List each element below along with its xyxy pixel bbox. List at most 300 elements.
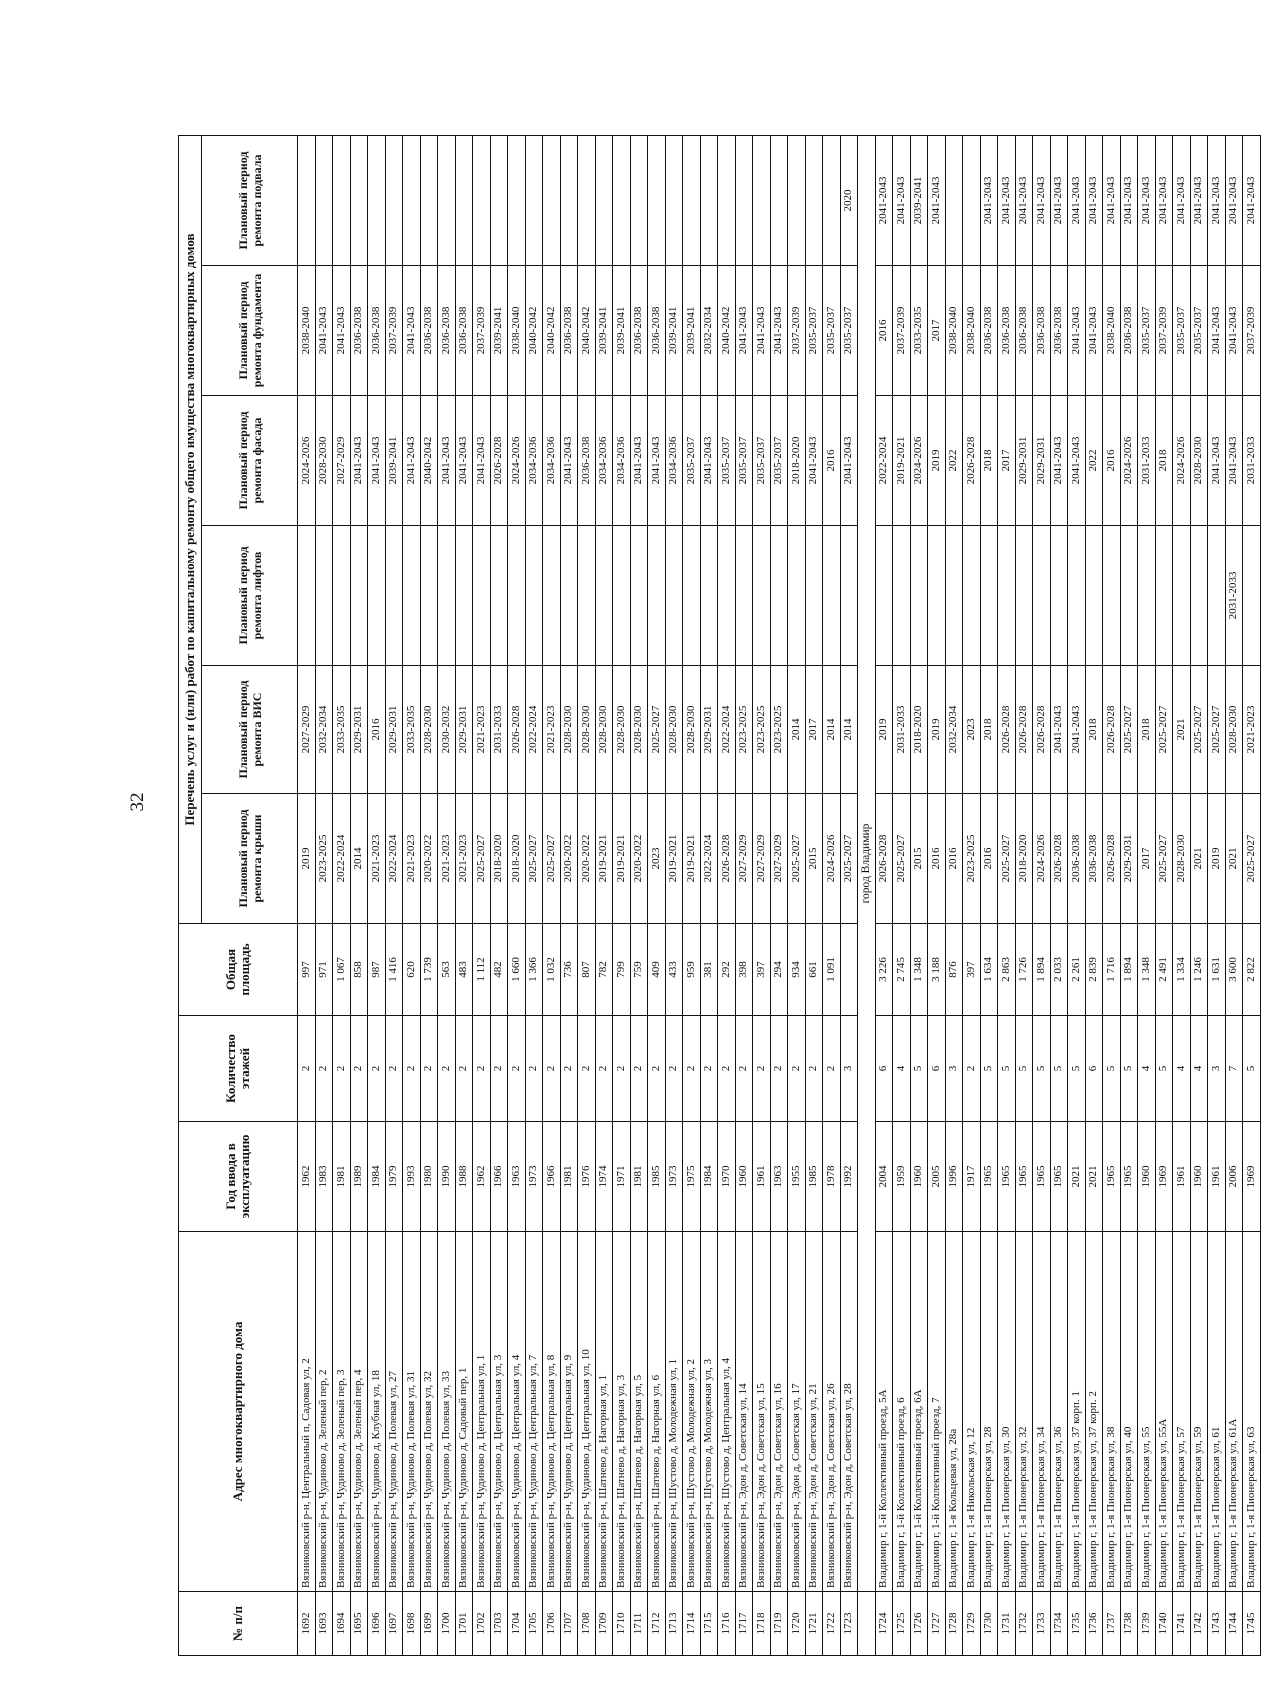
row-facade-period: 2039-2041 (385, 396, 403, 526)
row-area: 1 348 (910, 924, 928, 1016)
row-vis-period: 2026-2028 (1015, 666, 1033, 794)
row-floors: 2 (368, 1016, 386, 1122)
row-year: 1983 (315, 1122, 333, 1232)
row-lift-period (875, 526, 893, 666)
row-floors: 5 (1120, 1016, 1138, 1122)
row-vis-period: 2028-2030 (1225, 666, 1243, 794)
row-basement-period: 2041-2043 (1190, 136, 1208, 266)
row-number: 1720 (788, 1592, 806, 1656)
row-number: 1707 (560, 1592, 578, 1656)
row-year: 1962 (298, 1122, 316, 1232)
row-roof-period: 2028-2030 (1173, 794, 1191, 924)
row-roof-period: 2025-2027 (893, 794, 911, 924)
row-basement-period (368, 136, 386, 266)
row-floors: 4 (1190, 1016, 1208, 1122)
row-area: 563 (438, 924, 456, 1016)
row-facade-period: 2022-2024 (875, 396, 893, 526)
row-basement-period (630, 136, 648, 266)
row-foundation-period: 2038-2040 (1103, 266, 1121, 396)
table-row (1138, 136, 1156, 1656)
row-foundation-period: 2037-2039 (1243, 266, 1261, 396)
row-area: 1 894 (1120, 924, 1138, 1016)
row-foundation-period: 2039-2041 (665, 266, 683, 396)
row-facade-period: 2041-2043 (630, 396, 648, 526)
row-floors: 2 (490, 1016, 508, 1122)
row-floors: 2 (385, 1016, 403, 1122)
row-roof-period: 2021-2023 (438, 794, 456, 924)
row-lift-period (753, 526, 771, 666)
row-year: 1962 (473, 1122, 491, 1232)
header-foundation: Плановый период ремонта фундамента (202, 266, 298, 396)
row-lift-period (840, 526, 858, 666)
row-year: 1965 (1120, 1122, 1138, 1232)
row-number: 1740 (1155, 1592, 1173, 1656)
row-vis-period: 2021 (1173, 666, 1191, 794)
row-number: 1737 (1103, 1592, 1121, 1656)
row-facade-period: 2028-2030 (315, 396, 333, 526)
row-year: 1917 (963, 1122, 981, 1232)
row-facade-period: 2026-2028 (490, 396, 508, 526)
row-number: 1717 (735, 1592, 753, 1656)
row-number: 1719 (770, 1592, 788, 1656)
row-basement-period (753, 136, 771, 266)
row-vis-period: 2018 (980, 666, 998, 794)
row-foundation-period: 2036-2038 (1120, 266, 1138, 396)
header-area: Общая площадь (179, 924, 298, 1016)
row-roof-period: 2027-2029 (770, 794, 788, 924)
row-basement-period (385, 136, 403, 266)
row-floors: 5 (1068, 1016, 1086, 1122)
row-area: 799 (613, 924, 631, 1016)
row-facade-period: 2036-2038 (578, 396, 596, 526)
row-year: 1978 (823, 1122, 841, 1232)
row-vis-period: 2025-2027 (1208, 666, 1226, 794)
row-vis-period: 2032-2034 (945, 666, 963, 794)
row-area: 620 (403, 924, 421, 1016)
row-floors: 2 (718, 1016, 736, 1122)
row-foundation-period: 2036-2038 (998, 266, 1016, 396)
row-facade-period: 2041-2043 (368, 396, 386, 526)
row-year: 1979 (385, 1122, 403, 1232)
row-floors: 5 (1050, 1016, 1068, 1122)
row-address: Вязниковский р-н, Чудиново д, Полевая ул, 33 (438, 1232, 456, 1592)
row-floors: 2 (543, 1016, 561, 1122)
row-number: 1729 (963, 1592, 981, 1656)
row-area: 1 334 (1173, 924, 1191, 1016)
row-area: 2 863 (998, 924, 1016, 1016)
row-address: Вязниковский р-н, Эдон д, Советская ул, 14 (735, 1232, 753, 1592)
row-area: 1 348 (1138, 924, 1156, 1016)
row-basement-period: 2041-2043 (1173, 136, 1191, 266)
row-year: 1975 (683, 1122, 701, 1232)
row-roof-period: 2021-2023 (368, 794, 386, 924)
row-facade-period: 2022 (945, 396, 963, 526)
row-address: Вязниковский р-н, Эдон д, Советская ул, 28 (840, 1232, 858, 1592)
table-row (1068, 136, 1086, 1656)
row-foundation-period: 2038-2040 (298, 266, 316, 396)
table-row (753, 136, 771, 1656)
row-basement-period: 2041-2043 (1243, 136, 1261, 266)
row-floors: 5 (1243, 1016, 1261, 1122)
row-basement-period (438, 136, 456, 266)
row-area: 1 739 (420, 924, 438, 1016)
row-roof-period: 2020-2022 (420, 794, 438, 924)
row-lift-period (1103, 526, 1121, 666)
row-year: 1959 (893, 1122, 911, 1232)
row-lift-period (315, 526, 333, 666)
row-lift-period (823, 526, 841, 666)
row-basement-period (665, 136, 683, 266)
row-address: Владимир г, 1-я Пионерская ул, 38 (1103, 1232, 1121, 1592)
row-lift-period (1085, 526, 1103, 666)
city-section-row (858, 136, 876, 1656)
row-roof-period: 2026-2028 (1103, 794, 1121, 924)
row-address: Вязниковский р-н, Чудиново д, Центральная ул, 4 (508, 1232, 526, 1592)
row-basement-period (333, 136, 351, 266)
row-vis-period: 2028-2030 (665, 666, 683, 794)
row-facade-period: 2035-2037 (770, 396, 788, 526)
row-facade-period: 2024-2026 (1120, 396, 1138, 526)
row-vis-period: 2028-2030 (578, 666, 596, 794)
table-row (298, 136, 316, 1656)
row-roof-period: 2016 (945, 794, 963, 924)
row-address: Вязниковский р-н, Шатнево д, Нагорная ул, 6 (648, 1232, 666, 1592)
row-lift-period (648, 526, 666, 666)
row-floors: 3 (945, 1016, 963, 1122)
table-row (648, 136, 666, 1656)
row-vis-period: 2028-2030 (595, 666, 613, 794)
row-year: 1989 (350, 1122, 368, 1232)
row-foundation-period: 2035-2037 (840, 266, 858, 396)
row-area: 1 067 (333, 924, 351, 1016)
table-row (613, 136, 631, 1656)
row-year: 1970 (718, 1122, 736, 1232)
row-address: Вязниковский р-н, Центральный п, Садовая ул, 2 (298, 1232, 316, 1592)
table-row (560, 136, 578, 1656)
row-area (840, 924, 858, 1016)
row-facade-period: 2041-2043 (805, 396, 823, 526)
row-area: 397 (753, 924, 771, 1016)
row-roof-period: 2016 (980, 794, 998, 924)
table-row (875, 136, 893, 1656)
row-address: Вязниковский р-н, Чудиново д, Центральная ул, 1 (473, 1232, 491, 1592)
table-row (630, 136, 648, 1656)
row-lift-period (928, 526, 946, 666)
row-area: 959 (683, 924, 701, 1016)
header-facade: Плановый период ремонта фасада (202, 396, 298, 526)
row-vis-period: 2031-2033 (893, 666, 911, 794)
row-floors: 6 (928, 1016, 946, 1122)
row-address: Владимир г, 1-я Пионерская ул, 36 (1050, 1232, 1068, 1592)
row-roof-period: 2017 (1138, 794, 1156, 924)
row-year: 1961 (1208, 1122, 1226, 1232)
row-year: 1965 (980, 1122, 998, 1232)
row-vis-period: 2025-2027 (1190, 666, 1208, 794)
row-area: 294 (770, 924, 788, 1016)
row-foundation-period: 2036-2038 (560, 266, 578, 396)
row-roof-period: 2018-2020 (1015, 794, 1033, 924)
row-roof-period: 2025-2027 (840, 794, 858, 924)
row-vis-period: 2028-2030 (630, 666, 648, 794)
row-facade-period: 2035-2037 (735, 396, 753, 526)
row-roof-period: 2021 (1190, 794, 1208, 924)
row-foundation-period: 2036-2038 (368, 266, 386, 396)
row-basement-period (455, 136, 473, 266)
row-lift-period (630, 526, 648, 666)
row-address: Вязниковский р-н, Чудиново д, Полевая ул, 27 (385, 1232, 403, 1592)
row-year: 1976 (578, 1122, 596, 1232)
row-facade-period: 2024-2026 (1173, 396, 1191, 526)
row-roof-period: 2023 (648, 794, 666, 924)
row-basement-period (473, 136, 491, 266)
row-address: Вязниковский р-н, Шатнево д, Нагорная ул, 3 (613, 1232, 631, 1592)
row-vis-period: 2029-2031 (350, 666, 368, 794)
row-lift-period (508, 526, 526, 666)
table-row (543, 136, 561, 1656)
row-address: Вязниковский р-н, Чудиново д, Центральная ул, 8 (543, 1232, 561, 1592)
row-basement-period: 2020 (840, 136, 858, 266)
row-floors: 2 (805, 1016, 823, 1122)
row-roof-period: 2025-2027 (788, 794, 806, 924)
row-basement-period: 2041-2043 (1155, 136, 1173, 266)
row-vis-period: 2022-2024 (525, 666, 543, 794)
row-number: 1716 (718, 1592, 736, 1656)
row-lift-period (385, 526, 403, 666)
table-row (1103, 136, 1121, 1656)
row-address: Владимир г, 1-я Пионерская ул, 61 (1208, 1232, 1226, 1592)
row-roof-period: 2025-2027 (998, 794, 1016, 924)
row-lift-period (490, 526, 508, 666)
table-row (595, 136, 613, 1656)
row-address: Владимир г, 1-я Пионерская ул, 63 (1243, 1232, 1261, 1592)
table-row (578, 136, 596, 1656)
row-vis-period: 2023-2025 (770, 666, 788, 794)
row-floors: 3 (840, 1016, 858, 1122)
row-basement-period (963, 136, 981, 266)
row-foundation-period: 2037-2039 (385, 266, 403, 396)
row-floors: 2 (683, 1016, 701, 1122)
row-year: 1963 (770, 1122, 788, 1232)
header-num: № п/п (179, 1592, 298, 1656)
row-number: 1734 (1050, 1592, 1068, 1656)
row-basement-period (508, 136, 526, 266)
row-number: 1705 (525, 1592, 543, 1656)
row-lift-period (700, 526, 718, 666)
row-year: 1966 (490, 1122, 508, 1232)
row-floors: 4 (893, 1016, 911, 1122)
row-roof-period: 2020-2022 (630, 794, 648, 924)
row-foundation-period: 2039-2041 (490, 266, 508, 396)
row-area: 1 716 (1103, 924, 1121, 1016)
row-basement-period (543, 136, 561, 266)
row-facade-period: 2024-2026 (298, 396, 316, 526)
row-roof-period: 2027-2029 (735, 794, 753, 924)
row-address: Владимир г, 1-й Коллективный проезд, 6А (910, 1232, 928, 1592)
row-address: Вязниковский р-н, Шустово д, Молодежная ул, 3 (700, 1232, 718, 1592)
row-roof-period: 2019-2021 (683, 794, 701, 924)
row-foundation-period: 2040-2042 (525, 266, 543, 396)
table-row (1190, 136, 1208, 1656)
row-number: 1708 (578, 1592, 596, 1656)
row-basement-period: 2041-2043 (1050, 136, 1068, 266)
row-address: Вязниковский р-н, Шатнево д, Нагорная ул, 1 (595, 1232, 613, 1592)
row-floors: 5 (1015, 1016, 1033, 1122)
row-floors: 2 (963, 1016, 981, 1122)
row-lift-period (893, 526, 911, 666)
row-vis-period: 2026-2028 (1033, 666, 1051, 794)
row-vis-period: 2032-2034 (315, 666, 333, 794)
row-floors: 6 (1085, 1016, 1103, 1122)
header-lifts: Плановый период ремонта лифтов (202, 526, 298, 666)
row-number: 1730 (980, 1592, 998, 1656)
row-address: Вязниковский р-н, Чудиново д, Зеленый пер, 3 (333, 1232, 351, 1592)
row-address: Вязниковский р-н, Чудиново д, Центральная ул, 9 (560, 1232, 578, 1592)
row-floors: 2 (473, 1016, 491, 1122)
row-area: 409 (648, 924, 666, 1016)
row-lift-period (1068, 526, 1086, 666)
row-facade-period: 2041-2043 (648, 396, 666, 526)
row-area: 292 (718, 924, 736, 1016)
table-row (980, 136, 998, 1656)
row-roof-period: 2027-2029 (753, 794, 771, 924)
row-area: 3 188 (928, 924, 946, 1016)
table-row (998, 136, 1016, 1656)
row-floors: 2 (350, 1016, 368, 1122)
header-year: Год ввода в эксплуатацию (179, 1122, 298, 1232)
row-area: 858 (350, 924, 368, 1016)
row-address: Владимир г, 1-я Пионерская ул, 40 (1120, 1232, 1138, 1592)
row-vis-period: 2031-2033 (490, 666, 508, 794)
row-number: 1714 (683, 1592, 701, 1656)
row-number: 1698 (403, 1592, 421, 1656)
row-foundation-period: 2041-2043 (1085, 266, 1103, 396)
row-year: 1990 (438, 1122, 456, 1232)
row-year: 1961 (753, 1122, 771, 1232)
row-floors: 2 (315, 1016, 333, 1122)
row-foundation-period: 2040-2042 (718, 266, 736, 396)
row-vis-period: 2033-2035 (333, 666, 351, 794)
row-floors: 2 (665, 1016, 683, 1122)
row-foundation-period: 2038-2040 (963, 266, 981, 396)
row-facade-period: 2022 (1085, 396, 1103, 526)
row-basement-period (315, 136, 333, 266)
row-facade-period: 2040-2042 (420, 396, 438, 526)
table-row (945, 136, 963, 1656)
row-vis-period: 2030-2032 (438, 666, 456, 794)
row-facade-period: 2041-2043 (403, 396, 421, 526)
row-basement-period (560, 136, 578, 266)
row-lift-period (333, 526, 351, 666)
row-year: 1981 (560, 1122, 578, 1232)
row-basement-period: 2041-2043 (1068, 136, 1086, 266)
row-roof-period: 2022-2024 (700, 794, 718, 924)
row-facade-period: 2016 (823, 396, 841, 526)
row-lift-period (683, 526, 701, 666)
row-address: Владимир г, 1-я Пионерская ул, 55А (1155, 1232, 1173, 1592)
row-vis-period: 2027-2029 (298, 666, 316, 794)
header-address: Адрес многоквартирного дома (179, 1232, 298, 1592)
row-floors: 5 (998, 1016, 1016, 1122)
row-address: Вязниковский р-н, Эдон д, Советская ул, 17 (788, 1232, 806, 1592)
row-number: 1701 (455, 1592, 473, 1656)
table-row (893, 136, 911, 1656)
rotated-table-container (178, 136, 1257, 1656)
row-lift-period (1015, 526, 1033, 666)
row-number: 1724 (875, 1592, 893, 1656)
row-number: 1742 (1190, 1592, 1208, 1656)
row-roof-period: 2025-2027 (1155, 794, 1173, 924)
table-row (928, 136, 946, 1656)
row-basement-period (525, 136, 543, 266)
row-basement-period: 2041-2043 (1033, 136, 1051, 266)
row-foundation-period: 2032-2034 (700, 266, 718, 396)
row-foundation-period: 2037-2039 (893, 266, 911, 396)
capital-repair-table (178, 135, 1261, 1656)
table-row (473, 136, 491, 1656)
row-facade-period: 2041-2043 (438, 396, 456, 526)
row-year: 1960 (1190, 1122, 1208, 1232)
row-facade-period: 2035-2037 (753, 396, 771, 526)
header-roof: Плановый период ремонта крыши (202, 794, 298, 924)
row-facade-period: 2031-2033 (1138, 396, 1156, 526)
row-foundation-period: 2036-2038 (420, 266, 438, 396)
row-area: 397 (963, 924, 981, 1016)
row-address: Вязниковский р-н, Шатнево д, Нагорная ул, 5 (630, 1232, 648, 1592)
row-basement-period: 2041-2043 (1208, 136, 1226, 266)
row-basement-period: 2041-2043 (875, 136, 893, 266)
row-year: 1973 (665, 1122, 683, 1232)
table-row (1085, 136, 1103, 1656)
row-address: Владимир г, 1-я Пионерская ул, 34 (1033, 1232, 1051, 1592)
row-basement-period (595, 136, 613, 266)
row-floors: 5 (1155, 1016, 1173, 1122)
row-roof-period: 2036-2038 (1068, 794, 1086, 924)
row-facade-period: 2029-2031 (1015, 396, 1033, 526)
row-lift-period (368, 526, 386, 666)
row-floors: 3 (1208, 1016, 1226, 1122)
row-foundation-period: 2035-2037 (1138, 266, 1156, 396)
row-roof-period: 2016 (928, 794, 946, 924)
row-facade-period: 2024-2026 (508, 396, 526, 526)
row-basement-period (403, 136, 421, 266)
row-lift-period (1243, 526, 1261, 666)
table-row (910, 136, 928, 1656)
row-address: Владимир г, 1-й Коллективный проезд, 5А (875, 1232, 893, 1592)
row-year: 1960 (1138, 1122, 1156, 1232)
row-number: 1745 (1243, 1592, 1261, 1656)
row-year: 1960 (735, 1122, 753, 1232)
row-facade-period: 2024-2026 (910, 396, 928, 526)
table-row (1173, 136, 1191, 1656)
row-number: 1704 (508, 1592, 526, 1656)
row-lift-period (420, 526, 438, 666)
table-row (805, 136, 823, 1656)
row-lift-period (438, 526, 456, 666)
row-foundation-period: 2041-2043 (770, 266, 788, 396)
row-number: 1728 (945, 1592, 963, 1656)
row-number: 1739 (1138, 1592, 1156, 1656)
row-address: Вязниковский р-н, Эдон д, Советская ул, 26 (823, 1232, 841, 1592)
row-vis-period: 2014 (840, 666, 858, 794)
row-vis-period: 2025-2027 (648, 666, 666, 794)
row-facade-period: 2041-2043 (1208, 396, 1226, 526)
row-facade-period: 2017 (998, 396, 1016, 526)
row-vis-period: 2041-2043 (1050, 666, 1068, 794)
row-facade-period: 2026-2028 (963, 396, 981, 526)
row-basement-period (578, 136, 596, 266)
row-lift-period (613, 526, 631, 666)
row-number: 1702 (473, 1592, 491, 1656)
